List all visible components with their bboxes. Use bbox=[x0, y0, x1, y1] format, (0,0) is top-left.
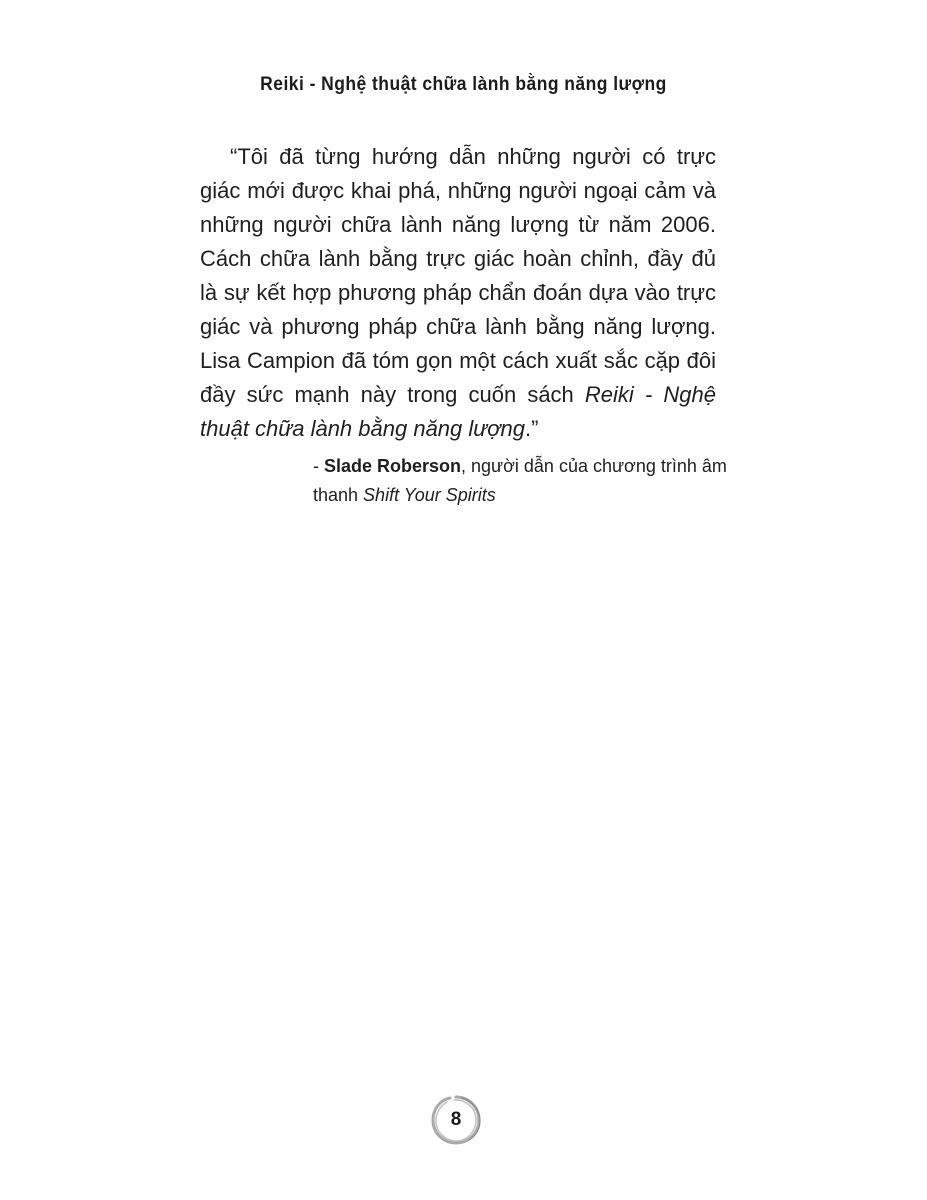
page-number: 8 bbox=[450, 1109, 462, 1130]
quote-attribution bbox=[313, 452, 733, 510]
running-header: Reiki - Nghệ thuật chữa lành bằng năng lượng bbox=[260, 74, 667, 95]
attribution-dash: - bbox=[313, 456, 324, 476]
quote-text: “Tôi đã từng hướng dẫn những người có trực giác mới được khai phá, những người ngoại cảm và những người chữa lành năng lượng từ năm 2006. Cách chữa lành bằng trực giác hoàn chỉnh, đầy đủ là sự kết hợp phương pháp chẩn đoán dựa vào trực giác và phương pháp chữa lành bằng năng lượng. Lisa Campion đã tóm gọn một cách xuất sắc cặp đôi đầy sức mạnh này trong cuốn sách bbox=[200, 144, 716, 407]
attribution-program: Shift Your Spirits bbox=[363, 485, 496, 505]
endorsement-quote bbox=[200, 140, 716, 446]
quote-closing: .” bbox=[524, 416, 539, 441]
quote-book-title: Reiki - Nghệ thuật chữa lành bằng năng lượng bbox=[200, 382, 716, 441]
attribution-name: Slade Roberson bbox=[324, 456, 462, 476]
page-number-badge bbox=[428, 1092, 484, 1148]
attribution-role: , người dẫn của chương trình âm thanh bbox=[313, 456, 727, 505]
